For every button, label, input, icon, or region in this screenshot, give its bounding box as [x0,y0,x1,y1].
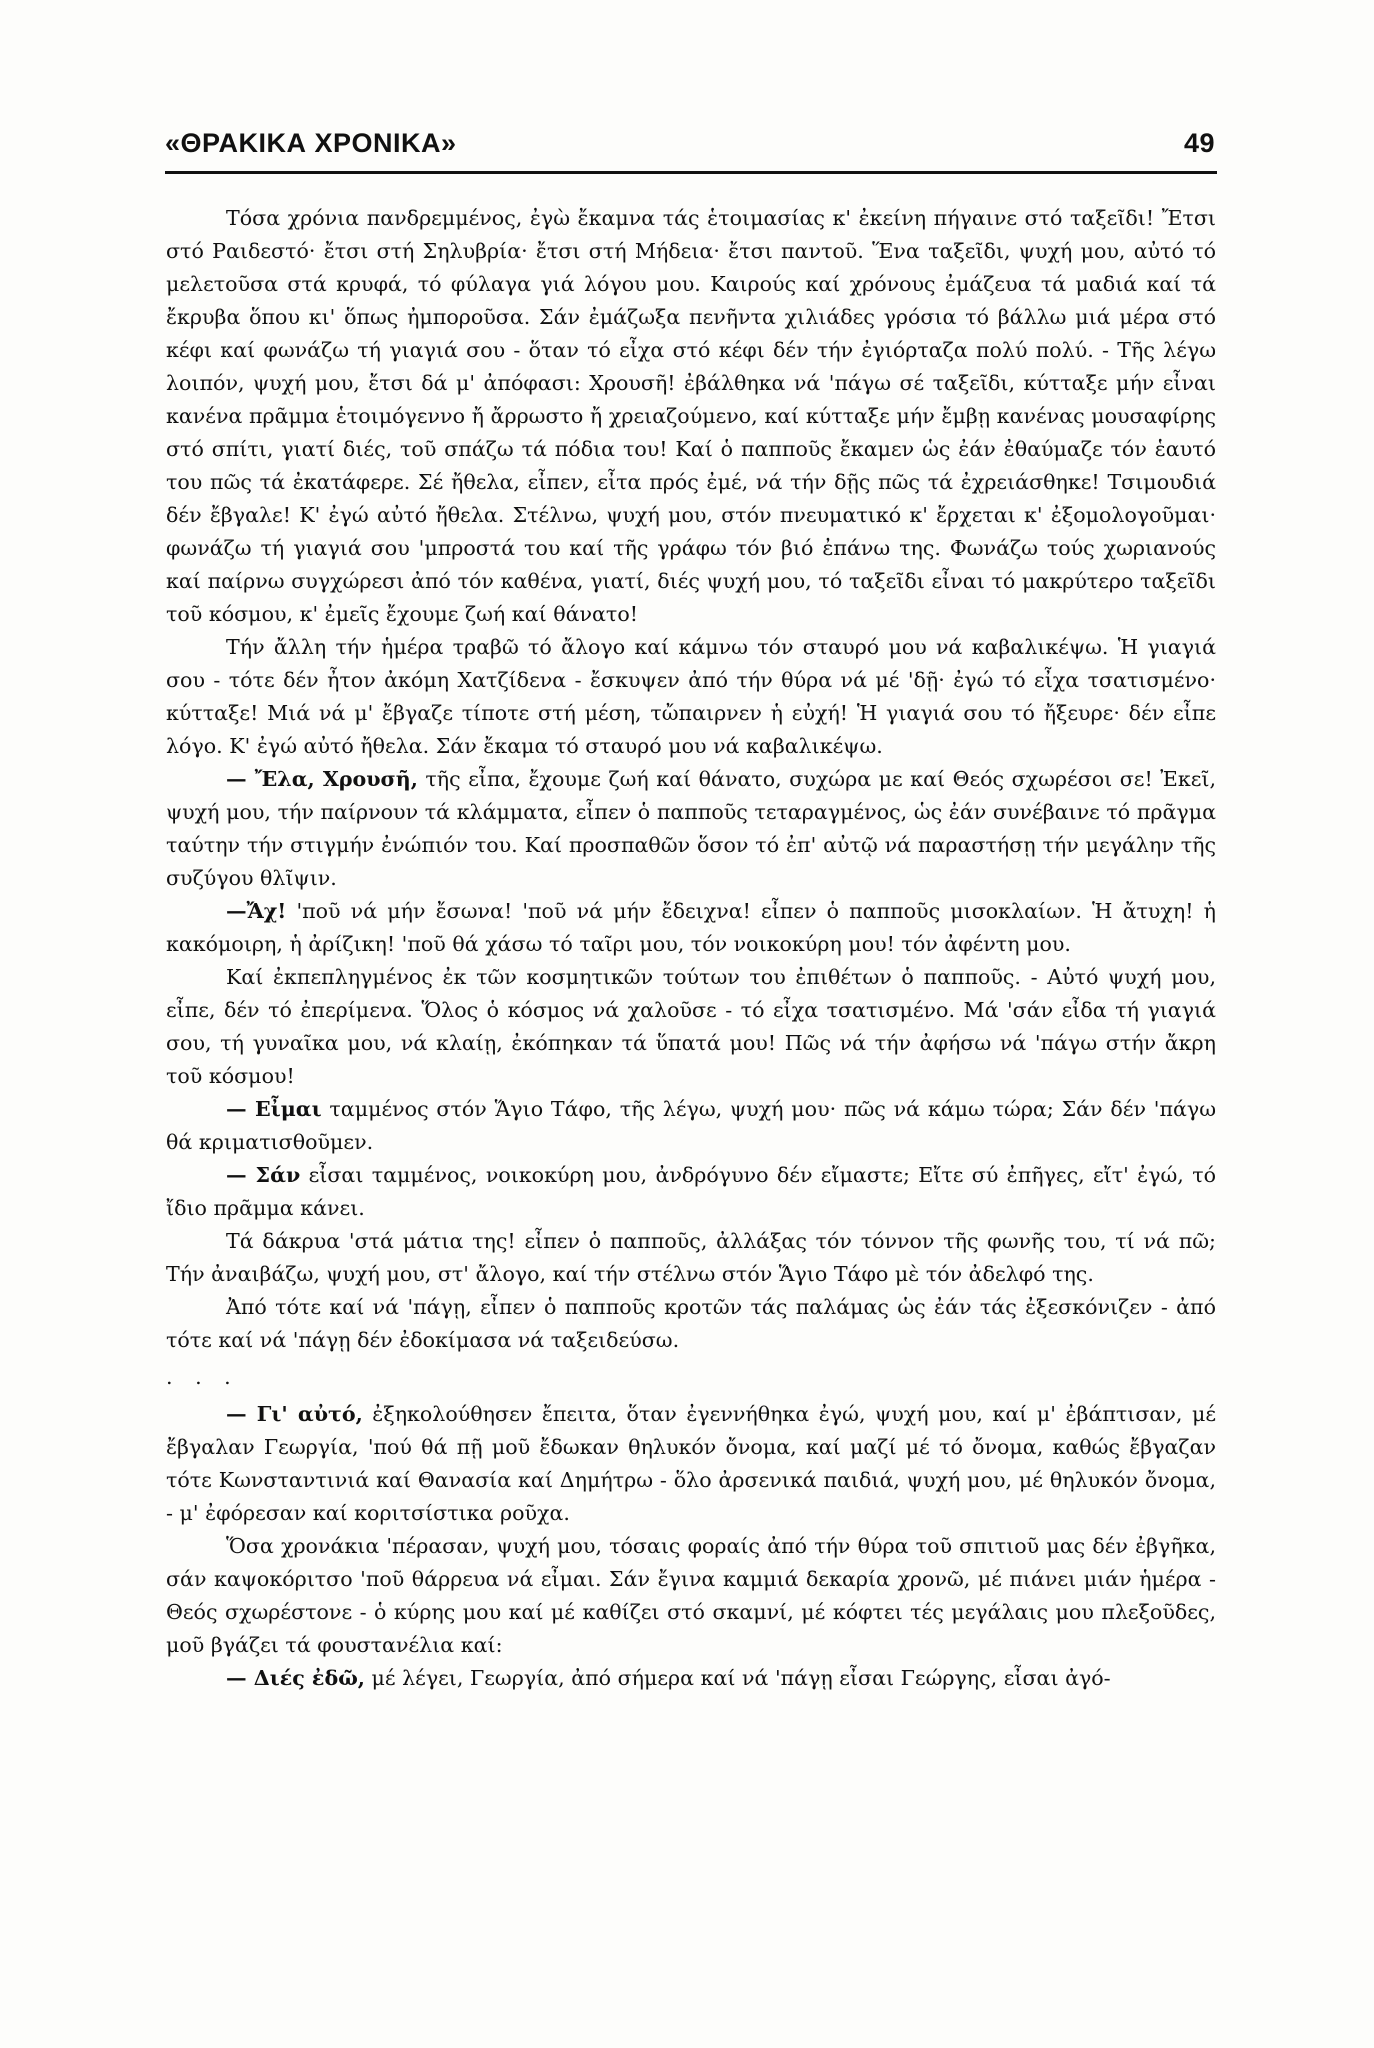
paragraph [166,631,1216,763]
paragraph-text: Ἀπό τότε καί νά 'πάγῃ, εἶπεν ὁ παπποῦς κροτῶν τάς παλάμας ὡς ἐάν τάς ἐξεσκόνιζεν - ἀπό τότε καί νά 'πάγῃ δέν ἐδοκίμασα νά ταξειδεύσω. [166,1295,1216,1352]
paragraph-text: 'ποῦ νά μήν ἔσωνα! 'ποῦ νά μήν ἔδειχνα! εἶπεν ὁ παπποῦς μισοκλαίων. Ἡ ἄτυχη! ἡ κακόμοιρη, ἡ ἀρίζικη! 'ποῦ θά χάσω τό ταῖρι μου, τόν νοικοκύρη μου! τόν ἀφέντη μου. [166,899,1216,956]
dialogue-opening: — Διές ἐδῶ, [226,1666,365,1690]
paragraph [166,1159,1216,1225]
paragraph-text: Τόσα χρόνια πανδρεμμένος, ἐγὼ ἔκαμνα τάς ἑτοιμασίας κ' ἐκείνη πήγαινε στό ταξεῖδι! Ἔτσι στό Ραιδεστό· ἔτσι στή Σηλυβρία· ἔτσι στή Μήδεια· ἔτσι παντοῦ. Ἕνα ταξεῖδι, ψυχή μου, αὐτό τό μελετοῦσα στά κρυφά, τό φύλαγα γιά λόγου μου. Καιρούς καί χρόνους ἐμάζευα τά μαδιά καί τά ἔκρυβα ὅπου κι' ὅπως ἠμποροῦσα. Σάν ἐμάζωξα πενῆντα χιλιάδες γρόσια τό βάλλω μιά μέρα στό κέφι καί φωνάζω τή γιαγιά σου - ὅταν τό εἶχα στό κέφι δέν τήν ἐγιόρταζα πολύ πολύ. - Τῆς λέγω λοιπόν, ψυχή μου, ἔτσι δά μ' ἀπόφασι: Χρουσῆ! ἐβάλθηκα νά 'πάγω σέ ταξεῖδι, κύτταξε μήν εἶναι κανένα πρᾶμμα ἑτοιμόγεννο ἤ ἄρρωστο ἤ χρειαζούμενο, καί κύτταξε μήν ἔμβῃ κανένας μουσαφίρης στό σπίτι, γιατί διές, τοῦ σπάζω τά πόδια του! Καί ὁ παπποῦς ἔκαμεν ὡς ἐάν ἐθαύμαζε τόν ἑαυτό του πῶς τά ἐκατάφερε. Σέ ἤθελα, εἶπεν, εἶτα πρός ἐμέ, νά τήν δῇς πῶς τά ἐχρειάσθηκε! Τσιμουδιά δέν ἔβγαλε! Κ' ἐγώ αὐτό ἤθελα. Στέλνω, ψυχή μου, στόν πνευματικό κ' ἔρχεται κ' ἐξομολογοῦμαι· φωνάζω τή γιαγιά σου 'μπροστά του καί τῆς γράφω τόν βιό ἐπάνω της. Φωνάζω τούς χωριανούς καί παίρνω συγχώρεσι ἀπό τόν καθένα, γιατί, διές ψυχή μου, τό ταξεῖδι εἶναι τό μακρύτερο ταξεῖδι τοῦ κόσμου, κ' ἐμεῖς ἔχουμε ζωή καί θάνατο! [166,206,1216,626]
dialogue-opening: — Εἶμαι [226,1097,322,1121]
paragraph [166,1093,1216,1159]
paragraph [166,1291,1216,1357]
paragraph [166,961,1216,1093]
dialogue-opening: — Σάν [226,1163,301,1187]
dialogue-opening: —Ἄχ! [226,899,287,923]
journal-title: «ΘΡΑΚΙΚΑ ΧΡΟΝΙΚΑ» [165,128,457,158]
page-number: 49 [1183,128,1215,158]
paragraph [166,1530,1216,1662]
section-break [166,1361,1216,1394]
paragraph-text: Ὅσα χρονάκια 'πέρασαν, ψυχή μου, τόσαις φοραίς ἀπό τήν θύρα τοῦ σπιτιοῦ μας δέν ἐβγῆκα, σάν καψοκόριτσο 'ποῦ θάρρευα νά εἶμαι. Σάν ἔγινα καμμιά δεκαρία χρονῶ, μέ πιάνει μιάν ἡμέρα - Θεός σχωρέστονε - ὁ κύρης μου καί μέ καθίζει στό σκαμνί, μέ κόφτει τές μεγάλαις μου πλεξοῦδες, μοῦ βγάζει τά φουστανέλια καί: [166,1534,1216,1657]
paragraph [166,1398,1216,1530]
dialogue-opening: — Ἔλα, Χρουσῆ, [226,767,418,791]
paragraph-text: τῆς εἶπα, ἔχουμε ζωή καί θάνατο, συχώρα με καί Θεός σχωρέσοι σε! Ἐκεῖ, ψυχή μου, τήν παίρνουν τά κλάμματα, εἶπεν ὁ παπποῦς τεταραγμένος, ὡς ἐάν συνέβαινε τό πρᾶγμα ταύτην τήν στιγμήν ἐνώπιόν του. Καί προσπαθῶν ὅσον τό ἐπ' αὐτῷ νά παραστήσῃ τήν μεγάλην τῆς συζύγου θλῖψιν. [166,767,1216,890]
paragraph-text: Τά δάκρυα 'στά μάτια της! εἶπεν ὁ παπποῦς, ἀλλάξας τόν τόννον τῆς φωνῆς του, τί νά πῶ; Τήν ἀναιβάζω, ψυχή μου, στ' ἄλογο, καί τήν στέλνω στόν Ἅγιο Τάφο μὲ τόν ἀδελφό της. [166,1229,1216,1286]
header-rule [165,171,1217,174]
paragraph [166,1662,1216,1695]
paragraph [166,1225,1216,1291]
paragraph [166,763,1216,895]
article-body [166,202,1216,1695]
paragraph-text: ἐξηκολούθησεν ἔπειτα, ὅταν ἐγεννήθηκα ἐγώ, ψυχή μου, καί μ' ἐβάπτισαν, μέ ἔβγαλαν Γεωργία, 'πού θά πῇ μοῦ ἔδωκαν θηλυκόν ὄνομα, καί μαζί μέ τό ὄνομα, καθώς ἔβγαζαν τότε Κωνσταντινιά καί Θανασία καί Δημήτρω - ὅλο ἀρσενικά παιδιά, ψυχή μου, μέ θηλυκόν ὄνομα, - μ' ἐφόρεσαν καί κοριτσίστικα ροῦχα. [166,1402,1216,1525]
paragraph [166,202,1216,631]
paragraph-text: ταμμένος στόν Ἅγιο Τάφο, τῆς λέγω, ψυχή μου· πῶς νά κάμω τώρα; Σάν δέν 'πάγω θά κριματισθοῦμεν. [166,1097,1216,1154]
paragraph-text: Καί ἐκπεπληγμένος ἐκ τῶν κοσμητικῶν τούτων του ἐπιθέτων ὁ παπποῦς. - Αὐτό ψυχή μου, εἶπε, δέν τό ἐπερίμενα. Ὅλος ὁ κόσμος νά χαλοῦσε - τό εἶχα τσατισμένο. Μά 'σάν εἶδα τή γιαγιά σου, τή γυναῖκα μου, νά κλαίῃ, ἐκόπηκαν τά ὕπατά μου! Πῶς νά τήν ἀφήσω νά 'πάγω στήν ἄκρη τοῦ κόσμου! [166,965,1216,1088]
paragraph-text: . . . [166,1365,239,1389]
dialogue-opening: — Γι' αὐτό, [226,1402,363,1426]
paragraph-text: Τήν ἄλλη τήν ἡμέρα τραβῶ τό ἄλογο καί κάμνω τόν σταυρό μου νά καβαλικέψω. Ἡ γιαγιά σου - τότε δέν ἦτον ἀκόμη Χατζίδενα - ἔσκυψεν ἀπό τήν θύρα νά μέ 'δῇ· ἐγώ τό εἶχα τσατισμένο· κύτταξε! Μιά νά μ' ἔβγαζε τίποτε στή μέση, τὤπαιρνεν ἡ εὐχή! Ἡ γιαγιά σου τό ἤξευρε· δέν εἶπε λόγο. Κ' ἐγώ αὐτό ἤθελα. Σάν ἔκαμα τό σταυρό μου νά καβαλικέψω. [166,635,1216,758]
paragraph-text: μέ λέγει, Γεωργία, ἀπό σήμερα καί νά 'πάγῃ εἶσαι Γεώργης, εἶσαι ἀγό- [364,1666,1111,1690]
running-header [165,128,1215,159]
paragraph-text: εἶσαι ταμμένος, νοικοκύρη μου, ἀνδρόγυνο δέν εἴμαστε; Εἴτε σύ ἐπῆγες, εἴτ' ἐγώ, τό ἴδιο πρᾶμμα κάνει. [166,1163,1216,1220]
paragraph [166,895,1216,961]
